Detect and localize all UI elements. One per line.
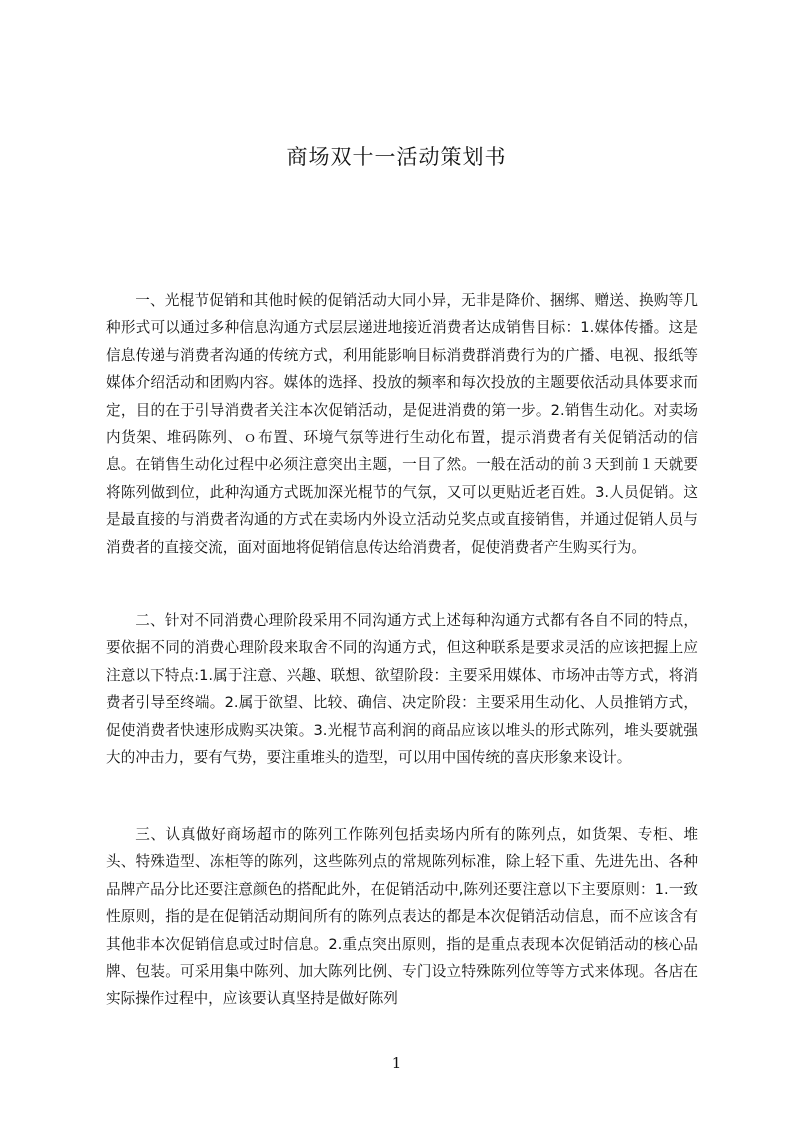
page-number: 1	[391, 1054, 402, 1072]
paragraph-3: 三、认真做好商场超市的陈列工作陈列包括卖场内所有的陈列点，如货架、专柜、堆头、特殊造型、冻柜等的陈列，这些陈列点的常规陈列标准，除上轻下重、先进先出、各种品牌产品分比还要注意颜色的搭配此外，在促销活动中,陈列还要注意以下主要原则：1.一致性原则，指的是在促销活动期间所有的陈列点表达的都是本次促销活动信息，而不应该含有其他非本次促销信息或过时信息。2.重点突出原则，指的是重点表现本次促销活动的核心品牌、包装。可采用集中陈列、加大陈列比例、专门设立特殊陈列位等等方式来体现。各店在实际操作过程中，应该要认真坚持是做好陈列	[106, 826, 698, 1008]
paragraph-1: 一、光棍节促销和其他时候的促销活动大同小异，无非是降价、捆绑、赠送、换购等几种形式可以通过多种信息沟通方式层层递进地接近消费者达成销售目标：1.媒体传播。这是信息传递与消费者沟通的传统方式，利用能影响目标消费群消费行为的广播、电视、报纸等媒体介绍活动和团购内容。媒体的选择、投放的频率和每次投放的主题要依活动具体要求而定，目的在于引导消费者关注本次促销活动，是促进消费的第一步。2.销售生动化。对卖场内货架、堆码陈列、ｏ布置、环境气氛等进行生动化布置，提示消费者有关促销活动的信息。在销售生动化过程中必须注意突出主题，一目了然。一般在活动的前３天到前１天就要将陈列做到位，此种沟通方式既加深光棍节的气氛，又可以更贴近老百姓。3.人员促销。这是最直接的与消费者沟通的方式在卖场内外设立活动兑奖点或直接销售，并通过促销人员与消费者的直接交流，面对面地将促销信息传达给消费者，促使消费者产生购买行为。	[106, 292, 698, 556]
paragraph-2: 二、针对不同消费心理阶段采用不同沟通方式上述每种沟通方式都有各自不同的特点，要依据不同的消费心理阶段来取舍不同的沟通方式，但这种联系是要求灵活的应该把握上应注意以下特点:1.属于注意、兴趣、联想、欲望阶段：主要采用媒体、市场冲击等方式，将消费者引导至终端。2.属于欲望、比较、确信、决定阶段：主要采用生动化、人员推销方式，促使消费者快速形成购买决策。3.光棍节高利润的商品应该以堆头的形式陈列，堆头要就强大的冲击力，要有气势，要注重堆头的造型，可以用中国传统的喜庆形象来设计。	[106, 612, 698, 767]
document-title: 商场双十一活动策划书	[286, 145, 507, 169]
